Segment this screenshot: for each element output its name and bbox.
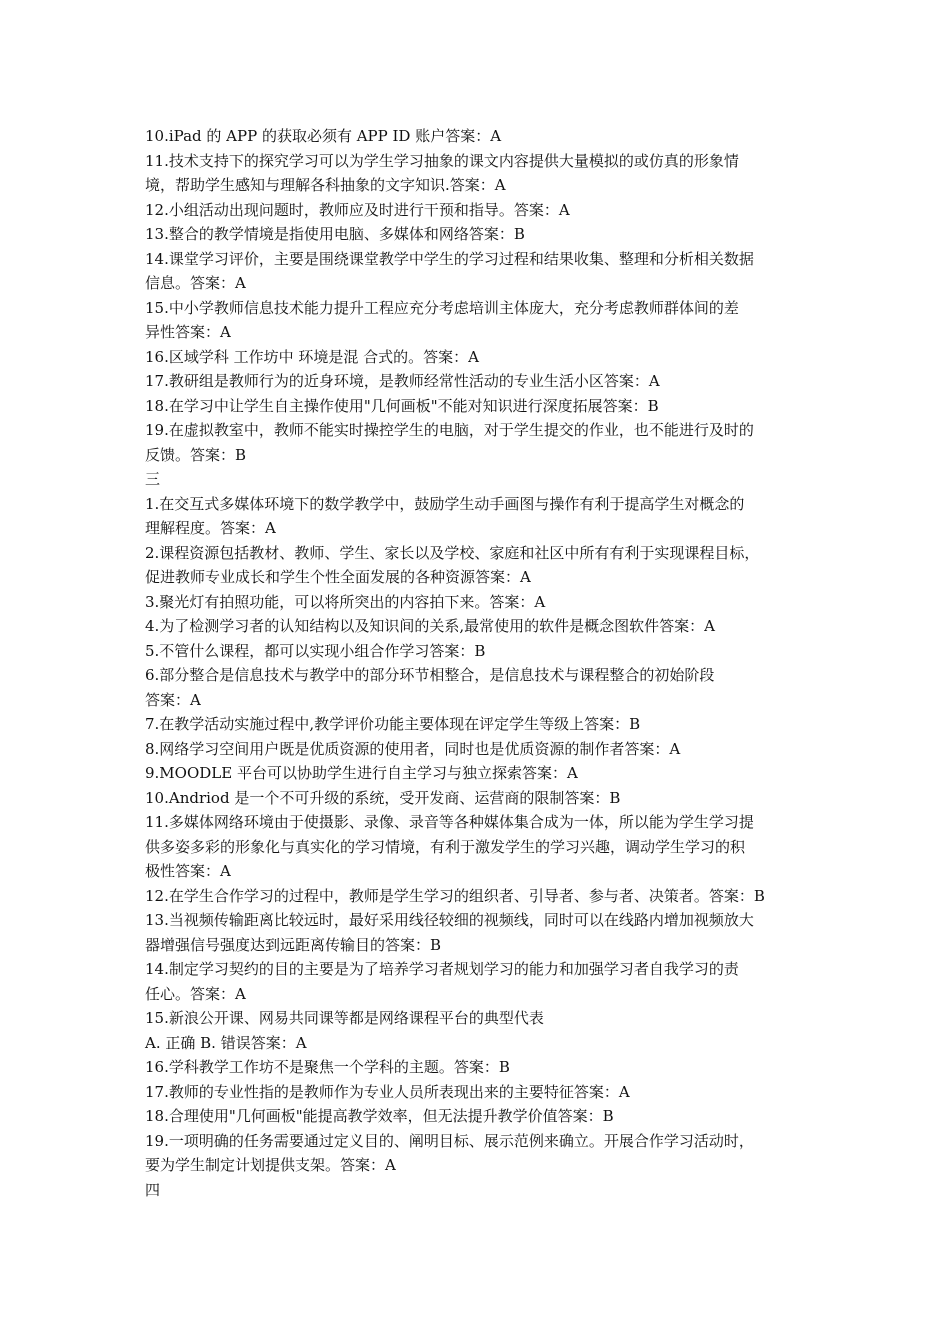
text-line: A. 正确 B. 错误答案：A <box>145 1033 307 1052</box>
text-line: 12.在学生合作学习的过程中，教师是学生学习的组织者、引导者、参与者、决策者。答案：B <box>145 886 765 905</box>
text-line: 13.当视频传输距离比较远时，最好采用线径较细的视频线，同时可以在线路内增加视频放大 <box>145 911 754 929</box>
text-line: 19.一项明确的任务需要通过定义目的、阐明目标、展示范例来确立。开展合作学习活动时， <box>145 1131 754 1150</box>
text-line: 7.在教学活动实施过程中,教学评价功能主要体现在评定学生等级上答案：B <box>145 715 641 733</box>
text-line: 11.多媒体网络环境由于使摄影、录像、录音等各种媒体集合成为一体，所以能为学生学习提 <box>145 813 754 831</box>
text-line: 13.整合的教学情境是指使用电脑、多媒体和网络答案：B <box>145 225 525 243</box>
document-page <box>145 124 810 1202</box>
text-line: 5.不管什么课程，都可以实现小组合作学习答案：B <box>145 641 486 660</box>
text-line: 12.小组活动出现问题时，教师应及时进行干预和指导。答案：A <box>145 200 570 219</box>
text-line: 1.在交互式多媒体环境下的数学教学中，鼓励学生动手画图与操作有利于提高学生对概念的 <box>145 494 745 513</box>
text-line: 任心。答案：A <box>145 984 246 1003</box>
section-heading: 三 <box>145 470 161 488</box>
text-line: 14.课堂学习评价，主要是围绕课堂教学中学生的学习过程和结果收集、整理和分析相关数据 <box>145 249 754 268</box>
text-line: 14.制定学习契约的目的主要是为了培养学习者规划学习的能力和加强学习者自我学习的责 <box>145 960 739 978</box>
text-line: 境，帮助学生感知与理解各科抽象的文字知识.答案：A <box>145 176 506 194</box>
text-line: 16.学科教学工作坊不是聚焦一个学科的主题。答案：B <box>145 1058 510 1076</box>
text-line: 11.技术支持下的探究学习可以为学生学习抽象的课文内容提供大量模拟的或仿真的形象情 <box>145 151 739 170</box>
text-line: 15.中小学教师信息技术能力提升工程应充分考虑培训主体庞大，充分考虑教师群体间的差 <box>145 298 739 317</box>
text-line: 2.课程资源包括教材、教师、学生、家长以及学校、家庭和社区中所有有利于实现课程目标， <box>145 543 760 562</box>
text-line: 8.网络学习空间用户既是优质资源的使用者，同时也是优质资源的制作者答案：A <box>145 739 681 758</box>
text-line: 15.新浪公开课、网易共同课等都是网络课程平台的典型代表 <box>145 1009 544 1027</box>
text-line: 9.MOODLE 平台可以协助学生进行自主学习与独立探索答案：A <box>145 764 578 782</box>
text-line: 答案：A <box>145 690 201 709</box>
text-line: 3.聚光灯有拍照功能，可以将所突出的内容拍下来。答案：A <box>145 592 546 611</box>
text-line: 18.合理使用"几何画板"能提高教学效率，但无法提升教学价值答案：B <box>145 1107 614 1125</box>
text-line: 16.区域学科 工作坊中 环境是混 合式的。答案：A <box>145 347 479 366</box>
text-line: 促进教师专业成长和学生个性全面发展的各种资源答案：A <box>145 568 531 586</box>
text-line: 信息。答案：A <box>145 274 246 292</box>
text-line: 要为学生制定计划提供支架。答案：A <box>145 1156 396 1174</box>
text-line: 异性答案：A <box>145 323 231 341</box>
text-line: 10.iPad 的 APP 的获取必须有 APP ID 账户答案：A <box>145 127 502 145</box>
text-line: 10.Andriod 是一个不可升级的系统，受开发商、运营商的限制答案：B <box>145 788 621 807</box>
text-line: 极性答案：A <box>145 862 231 880</box>
text-line: 器增强信号强度达到远距离传输目的答案：B <box>145 935 442 954</box>
text-line: 19.在虚拟教室中，教师不能实时操控学生的电脑，对于学生提交的作业，也不能进行及时的 <box>145 421 754 439</box>
section-heading: 四 <box>145 1180 161 1199</box>
text-line: 反馈。答案：B <box>145 445 247 464</box>
text-line: 供多姿多彩的形象化与真实化的学习情境，有利于激发学生的学习兴趣，调动学生学习的积 <box>145 837 746 856</box>
text-line: 4.为了检测学习者的认知结构以及知识间的关系,最常使用的软件是概念图软件答案：A <box>145 617 715 635</box>
text-line: 17.教研组是教师行为的近身环境，是教师经常性活动的专业生活小区答案：A <box>145 372 660 390</box>
text-line: 17.教师的专业性指的是教师作为专业人员所表现出来的主要特征答案：A <box>145 1082 630 1101</box>
text-line: 理解程度。答案：A <box>145 519 276 537</box>
text-line: 18.在学习中让学生自主操作使用"几何画板"不能对知识进行深度拓展答案：B <box>145 396 659 415</box>
text-line: 6.部分整合是信息技术与教学中的部分环节相整合，是信息技术与课程整合的初始阶段 <box>145 666 715 684</box>
